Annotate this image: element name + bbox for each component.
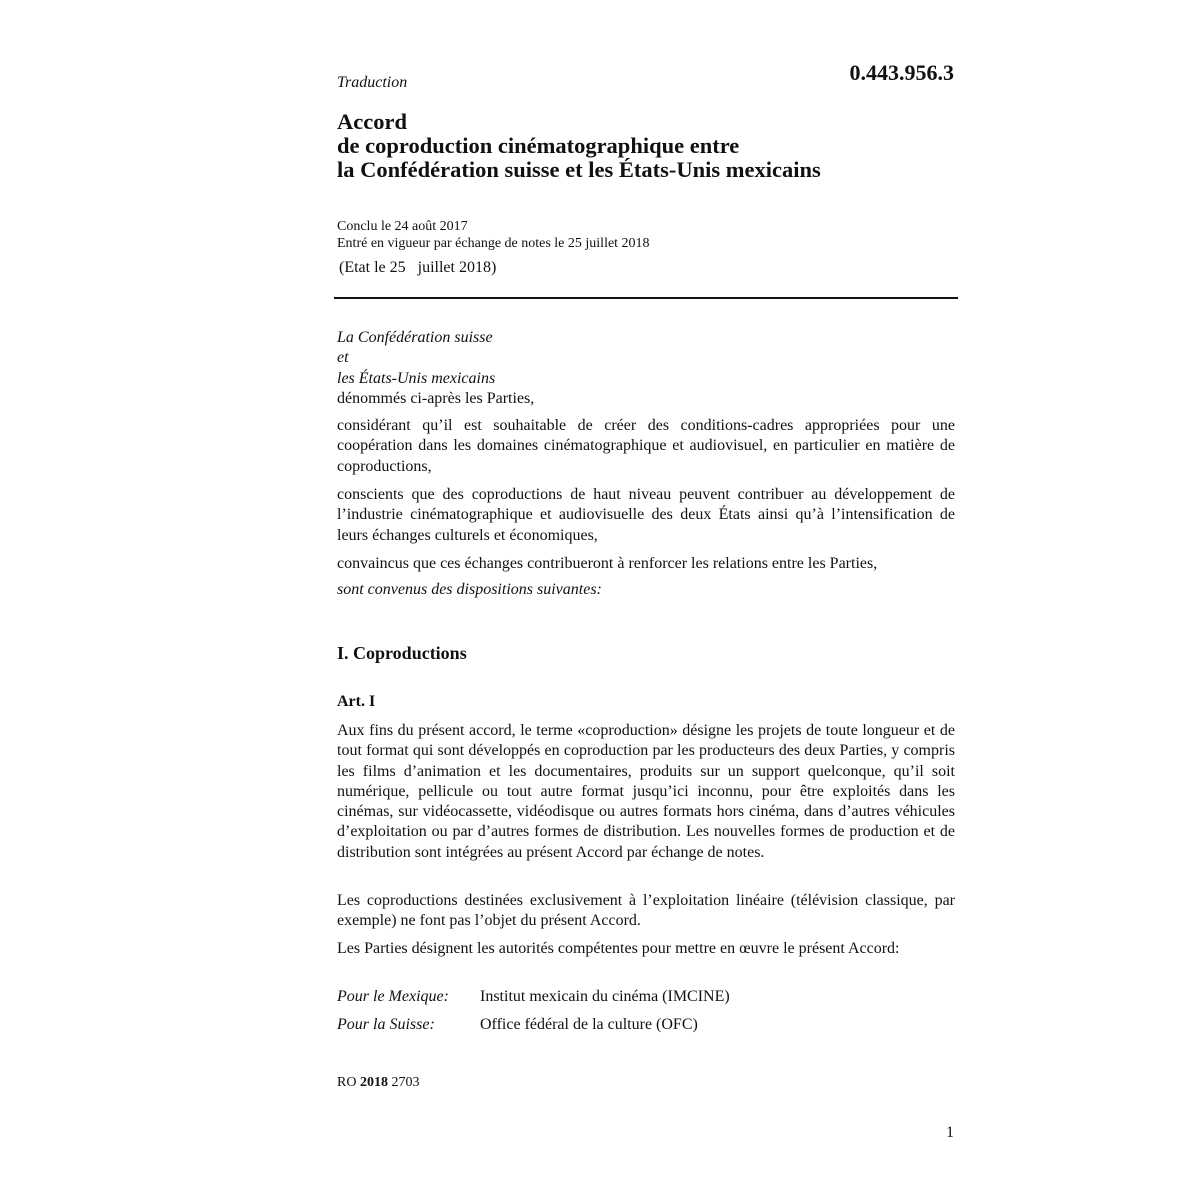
- authority-value: Institut mexicain du cinéma (IMCINE): [480, 988, 730, 1005]
- title-line-2: de coproduction cinématographique entre: [337, 133, 740, 158]
- preamble-parties: [337, 328, 955, 409]
- party-switzerland: La Confédération suisse: [337, 329, 493, 346]
- authority-row-mexico: [337, 988, 730, 1006]
- article-paragraph-2: Les coproductions destinées exclusivement à l’exploitation linéaire (télévision classique, par exemple) ne font pas l’objet du présent Accord.: [337, 892, 955, 930]
- preamble-convinced: convaincus que ces échanges contribueront à renforcer les relations entre les Parties,: [337, 555, 878, 572]
- document-meta: [337, 219, 650, 252]
- ro-prefix: RO: [337, 1075, 357, 1090]
- ro-year: 2018: [359, 1075, 388, 1090]
- article-paragraph-3: Les Parties désignent les autorités compétentes pour mettre en œuvre le présent Accord:: [337, 940, 900, 957]
- preamble-aware: conscients que des coproductions de haut niveau peuvent contribuer au développement de l’industrie cinématographique et audiovisuelle des deux États ainsi qu’à l’intensification de leurs échanges culturels et économiques,: [337, 486, 955, 544]
- concluded-date: Conclu le 24 août 2017: [337, 219, 468, 234]
- official-compilation-reference: [337, 1075, 419, 1091]
- article-paragraph-1: Aux fins du présent accord, le terme «coproduction» désigne les projets de toute longueur et de tout format qui sont développés en coproduction par les producteurs des deux Parties, y compris les films d’animation et les documentaires, produits sur un support quelconque, qu’il soit numérique, pellicule ou tout autre format jusqu’ici inconnu, pour être exploités dans les cinémas, sur vidéocassette, vidéodisque ou autres formats hors cinéma, dans d’autres véhicules d’exploitation ou par d’autres formes de distribution. Les nouvelles formes de production et de distribution sont intégrées au présent Accord par échange de notes.: [337, 722, 955, 861]
- document-number: 0.443.956.3: [849, 60, 954, 85]
- party-mexico: les États-Unis mexicains: [337, 369, 496, 387]
- in-force-date: Entré en vigueur par échange de notes le 25 juillet 2018: [337, 235, 650, 251]
- authority-key: Pour le Mexique:: [337, 988, 449, 1005]
- authority-key: Pour la Suisse:: [337, 1016, 435, 1033]
- title-line-3: la Confédération suisse et les États-Unis mexicains: [337, 157, 821, 182]
- header-divider: [334, 297, 958, 299]
- preamble-agreed: sont convenus des dispositions suivantes:: [337, 581, 602, 598]
- page-number: 1: [946, 1124, 954, 1141]
- article-heading: Art. I: [337, 693, 376, 710]
- authority-row-switzerland: [337, 1016, 698, 1034]
- preamble-considering: considérant qu’il est souhaitable de créer des conditions-cadres appropriées pour une coopération dans les domaines cinématographique et audiovisuel, en particulier en matière de coproductions,: [337, 417, 955, 475]
- document-title: [337, 110, 821, 182]
- ro-page: 2703: [391, 1075, 420, 1090]
- translation-label: Traduction: [337, 74, 408, 91]
- state-date: (Etat le 25 juillet 2018): [339, 259, 497, 276]
- section-heading: I. Coproductions: [337, 643, 467, 663]
- authority-value: Office fédéral de la culture (OFC): [480, 1016, 698, 1033]
- party-conjunction: et: [337, 349, 349, 367]
- parties-named: dénommés ci-après les Parties,: [337, 389, 535, 407]
- title-line-1: Accord: [337, 109, 407, 134]
